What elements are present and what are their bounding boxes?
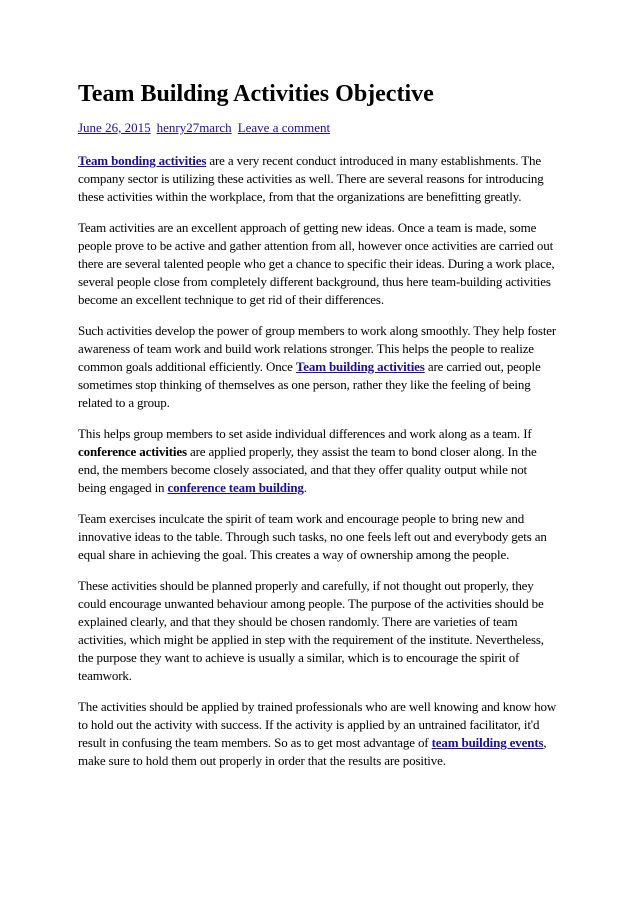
paragraph-4-text-before: This helps group members to set aside individual differences and work along as a team. If bbox=[78, 426, 532, 441]
team-building-activities-link[interactable]: Team building activities bbox=[295, 359, 425, 374]
page-title: Team Building Activities Objective bbox=[78, 81, 434, 107]
paragraph-4-text-after: . bbox=[303, 480, 307, 495]
conference-team-building-link[interactable]: conference team building bbox=[167, 480, 304, 495]
paragraph-3-text-before: Such activities develop the power of group members to work along smoothly. They help foster awareness of team work and build work relations stronger. This helps the people to realize common goals additional efficiently. Once bbox=[78, 323, 557, 374]
post-meta bbox=[78, 119, 558, 137]
paragraph-5: Team exercises inculcate the spirit of team work and encourage people to bring new and innovative ideas to the table. Through such tasks, no one feels left out and everybody gets an equal share in achieving the goal. This creates a way of ownership among the people. bbox=[78, 511, 547, 562]
article-body bbox=[78, 152, 558, 770]
paragraph-7-text-after: , make sure to hold them out properly in order that the results are positive. bbox=[78, 735, 547, 768]
post-date-link[interactable]: June 26, 2015 bbox=[78, 120, 151, 135]
paragraph-1-text: are a very recent conduct introduced in many establishments. The company sector is utilizing these activities as well. There are several reasons for introducing these activities within the workplace, from that the organizations are benefitting greatly. bbox=[78, 153, 544, 204]
paragraph-3 bbox=[78, 322, 558, 412]
paragraph-4-text-middle: are applied properly, they assist the team to bond closer along. In the end, the members become closely associated, and that they offer quality output while not being engaged in bbox=[78, 444, 537, 495]
paragraph-6: These activities should be planned properly and carefully, if not thought out properly, they could encourage unwanted behaviour among people. The purpose of the activities should be explained clearly, and that they should be chosen randomly. There are varieties of team activities, which might be applied in step with the requirement of the institute. Nevertheless, the purpose they want to achieve is usually a similar, which is to encourage the spirit of teamwork. bbox=[78, 578, 544, 683]
paragraph-7 bbox=[78, 698, 558, 770]
author-link[interactable]: henry27march bbox=[156, 120, 232, 135]
leave-comment-link[interactable]: Leave a comment bbox=[237, 120, 331, 135]
paragraph-2: Team activities are an excellent approach of getting new ideas. Once a team is made, some people prove to be active and gather attention from all, however once activities are carried out there are several talented people who get a chance to specific their ideas. During a work place, several people close from completely different background, thus here team-building activities become an excellent technique to get rid of their differences. bbox=[78, 220, 555, 307]
paragraph-3-text-after: are carried out, people sometimes stop thinking of themselves as one person, rather they like the feeling of being related to a group. bbox=[78, 359, 541, 410]
team-building-events-link[interactable]: team building events bbox=[431, 735, 544, 750]
conference-activities-bold: conference activities bbox=[78, 444, 187, 459]
paragraph-7-text-before: The activities should be applied by trained professionals who are well knowing and know how to hold out the activity with success. If the activity is applied by an untrained facilitator, it'd result in confusing the team members. So as to get most advantage of bbox=[78, 699, 557, 750]
paragraph-4 bbox=[78, 425, 558, 497]
team-bonding-activities-link[interactable]: Team bonding activities bbox=[78, 153, 207, 168]
paragraph-1 bbox=[78, 152, 558, 206]
